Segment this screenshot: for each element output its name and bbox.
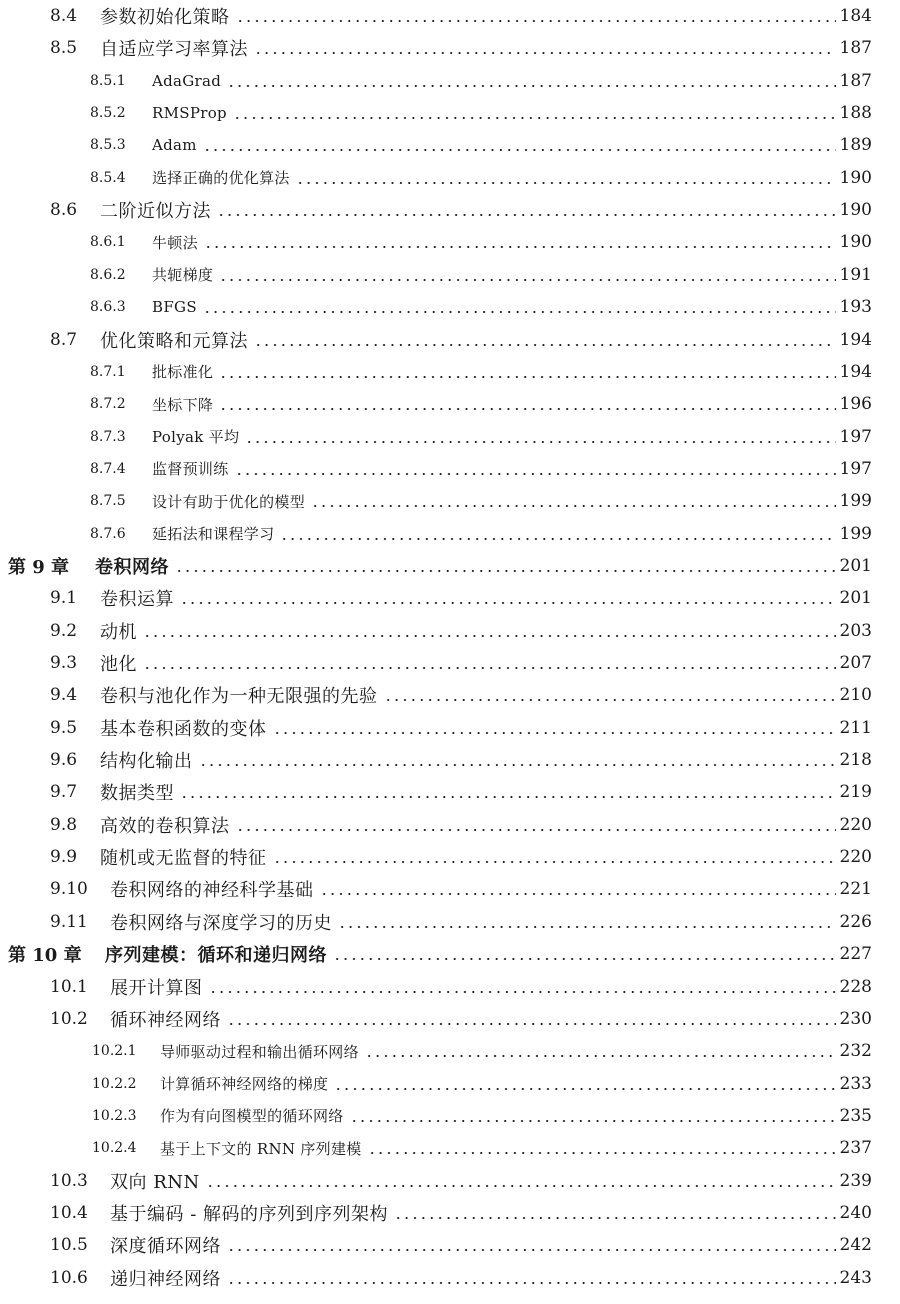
toc-entry-number: 8.7.1 <box>90 363 126 380</box>
toc-entry-page: 190 <box>839 200 872 221</box>
toc-entry-number: 8.7.4 <box>90 460 126 477</box>
toc-entry-title: 双向 RNN <box>110 1171 200 1193</box>
toc-entry-page: 184 <box>839 6 872 26</box>
toc-entry-page: 211 <box>839 717 872 738</box>
toc-entry-page: 190 <box>839 232 872 253</box>
toc-entry-sub[interactable] <box>0 1132 900 1164</box>
toc-entry-page: 199 <box>839 523 872 544</box>
toc-entry-number: 10.2.2 <box>92 1075 137 1092</box>
toc-entry-number: 8.5 <box>50 38 78 59</box>
toc-entry-section[interactable] <box>0 971 900 1003</box>
dot-leader <box>180 602 836 604</box>
toc-entry-number: 9.3 <box>50 653 78 673</box>
dot-leader <box>227 1282 836 1284</box>
toc-entry-title: 自适应学习率算法 <box>100 39 248 61</box>
toc-entry-section[interactable] <box>0 32 900 64</box>
toc-entry-page: 194 <box>839 329 872 350</box>
toc-entry-section[interactable] <box>0 194 900 226</box>
dot-leader <box>143 667 836 669</box>
toc-entry-page: 218 <box>839 750 872 771</box>
toc-entry-number: 8.4 <box>50 6 78 26</box>
toc-entry-number: 8.5.2 <box>90 105 126 122</box>
toc-entry-sub[interactable] <box>0 291 900 323</box>
dot-leader <box>180 796 836 798</box>
toc-entry-page: 221 <box>839 879 872 900</box>
dot-leader <box>273 732 836 734</box>
toc-entry-page: 188 <box>839 103 872 124</box>
toc-entry-number: 8.7.6 <box>90 525 126 542</box>
dot-leader <box>334 1088 835 1090</box>
dot-leader <box>350 1120 836 1122</box>
toc-entry-number: 10.2 <box>50 1008 88 1029</box>
dot-leader <box>199 764 836 766</box>
toc-entry-title: 批标准化 <box>152 363 214 382</box>
toc-entry-title: 共轭梯度 <box>152 266 214 285</box>
dot-leader <box>175 570 836 572</box>
dot-leader <box>273 861 836 863</box>
toc-entry-page: 201 <box>839 555 872 576</box>
toc-entry-page: 228 <box>839 976 872 997</box>
dot-leader <box>296 182 836 184</box>
toc-entry-number: 8.6.2 <box>90 266 126 283</box>
toc-entry-title: 卷积运算 <box>100 589 174 611</box>
toc-entry-title: 参数初始化策略 <box>100 7 230 28</box>
toc-entry-sub[interactable] <box>0 388 900 420</box>
toc-entry-title: 深度循环网络 <box>110 1236 221 1258</box>
toc-entry-number: 9.2 <box>50 620 78 641</box>
dot-leader <box>227 1023 836 1025</box>
toc-entry-chapter[interactable] <box>0 938 900 970</box>
dot-leader <box>203 311 836 313</box>
toc-entry-page: 239 <box>839 1170 872 1191</box>
toc-entry-title: 优化策略和元算法 <box>100 330 248 352</box>
toc-entry-section[interactable] <box>0 841 900 873</box>
toc-entry-section[interactable] <box>0 0 900 32</box>
toc-entry-title: 二阶近似方法 <box>100 201 211 223</box>
toc-entry-number: 8.5.3 <box>90 137 126 154</box>
toc-entry-sub[interactable] <box>0 421 900 453</box>
toc-entry-number: 10.3 <box>50 1170 88 1191</box>
toc-entry-number: 10.1 <box>50 976 88 997</box>
toc-entry-title: 结构化输出 <box>100 751 193 773</box>
dot-leader <box>236 829 836 831</box>
toc-entry-page: 194 <box>839 361 872 382</box>
toc-entry-section[interactable] <box>0 615 900 647</box>
toc-entry-title: 卷积与池化作为一种无限强的先验 <box>100 686 378 708</box>
toc-entry-sub[interactable] <box>0 226 900 258</box>
toc-entry-section[interactable] <box>0 809 900 841</box>
toc-entry-page: 235 <box>839 1105 872 1126</box>
dot-leader <box>311 505 836 507</box>
toc-entry-page: 220 <box>839 814 872 835</box>
dot-leader <box>203 149 836 151</box>
toc-entry-number: 8.7 <box>50 329 78 350</box>
toc-entry-title: 递归神经网络 <box>110 1268 221 1290</box>
toc-entry-sub[interactable] <box>0 1100 900 1132</box>
toc-entry-number: 8.7.2 <box>90 396 126 413</box>
toc-entry-number: 9.5 <box>50 717 78 738</box>
toc-entry-number: 8.7.3 <box>90 428 126 445</box>
toc-entry-title: 卷积网络与深度学习的历史 <box>110 912 332 934</box>
toc-entry-page: 233 <box>839 1073 872 1094</box>
dot-leader <box>233 117 836 119</box>
toc-entry-number: 8.5.1 <box>90 72 126 89</box>
toc-entry-number: 8.5.4 <box>90 169 126 186</box>
toc-entry-sub[interactable] <box>0 129 900 161</box>
dot-leader <box>384 699 836 701</box>
dot-leader <box>235 473 836 475</box>
toc-entry-title: 数据类型 <box>100 783 174 805</box>
toc-entry-number: 10.5 <box>50 1235 88 1256</box>
toc-entry-section[interactable] <box>0 647 900 679</box>
toc-entry-sub[interactable] <box>0 356 900 388</box>
dot-leader <box>227 1249 836 1251</box>
dot-leader <box>254 52 836 54</box>
toc-entry-number: 10.6 <box>50 1267 88 1288</box>
toc-entry-number: 9.7 <box>50 782 78 803</box>
toc-entry-section[interactable] <box>0 1003 900 1035</box>
toc-entry-number: 9.6 <box>50 750 78 771</box>
toc-entry-section[interactable] <box>0 906 900 938</box>
dot-leader <box>206 1185 836 1187</box>
toc-entry-number: 8.6 <box>50 200 78 221</box>
toc-entry-title: 池化 <box>100 654 137 675</box>
toc-entry-page: 197 <box>839 426 872 447</box>
toc-entry-page: 197 <box>839 458 872 479</box>
toc-entry-number: 9.8 <box>50 814 78 835</box>
toc-entry-page: 219 <box>839 782 872 803</box>
toc-entry-section[interactable] <box>0 679 900 711</box>
toc-entry-section[interactable] <box>0 776 900 808</box>
toc-entry-page: 242 <box>839 1235 872 1256</box>
toc-entry-sub[interactable] <box>0 1035 900 1067</box>
toc-entry-title: 选择正确的优化算法 <box>152 169 290 188</box>
toc-entry-title: 基于上下文的 RNN 序列建模 <box>160 1139 362 1158</box>
toc-entry-page: 196 <box>839 394 872 415</box>
toc-entry-number: 9.9 <box>50 847 78 868</box>
dot-leader <box>254 344 836 346</box>
toc-entry-title: 坐标下降 <box>152 395 214 414</box>
toc-entry-page: 189 <box>839 135 872 156</box>
toc-entry-title: 作为有向图模型的循环网络 <box>160 1107 344 1126</box>
toc-entry-page: 187 <box>839 38 872 59</box>
toc-entry-section[interactable] <box>0 582 900 614</box>
toc-entry-title: 导师驱动过程和输出循环网络 <box>160 1042 359 1061</box>
toc-entry-page: 203 <box>839 620 872 641</box>
toc-entry-title: 卷积网络 <box>95 556 169 578</box>
toc-entry-page: 199 <box>839 491 872 512</box>
toc-entry-title: 循环神经网络 <box>110 1009 221 1031</box>
toc-entry-number: 9.1 <box>50 588 78 609</box>
toc-entry-page: 237 <box>839 1138 872 1159</box>
toc-entry-number: 10.2.4 <box>92 1140 137 1157</box>
toc-entry-title: 动机 <box>100 621 137 643</box>
toc-entry-sub[interactable] <box>0 518 900 550</box>
dot-leader <box>394 1217 836 1219</box>
dot-leader <box>209 991 836 993</box>
toc-entry-page: 210 <box>839 685 872 706</box>
toc-entry-page: 193 <box>839 297 872 318</box>
toc-entry-number: 9.10 <box>50 879 88 900</box>
toc-entry-page: 243 <box>839 1267 872 1288</box>
toc-entry-title: 监督预训练 <box>152 460 229 479</box>
toc-entry-page: 201 <box>839 588 872 609</box>
dot-leader <box>227 85 835 87</box>
dot-leader <box>236 20 836 22</box>
dot-leader <box>219 408 835 410</box>
toc-entry-section[interactable] <box>0 1229 900 1261</box>
dot-leader <box>338 926 836 928</box>
dot-leader <box>143 635 836 637</box>
dot-leader <box>217 214 836 216</box>
toc-entry-title: Polyak 平均 <box>152 428 240 447</box>
toc-entry-title: Adam <box>152 136 197 155</box>
toc-entry-title: AdaGrad <box>152 71 222 90</box>
toc-entry-section[interactable] <box>0 744 900 776</box>
dot-leader <box>219 376 835 378</box>
toc-entry-number: 8.6.1 <box>90 234 126 251</box>
toc-entry-number: 9.4 <box>50 685 78 706</box>
toc-entry-sub[interactable] <box>0 65 900 97</box>
toc-entry-number: 8.6.3 <box>90 299 126 316</box>
toc-entry-number: 9.11 <box>50 911 88 932</box>
toc-entry-title: 展开计算图 <box>110 977 203 999</box>
dot-leader <box>365 1055 836 1057</box>
dot-leader <box>333 958 836 960</box>
toc-entry-sub[interactable] <box>0 453 900 485</box>
toc-entry-number: 第 10 章 <box>8 945 82 967</box>
toc-entry-page: 207 <box>839 653 872 673</box>
toc-entry-sub[interactable] <box>0 485 900 517</box>
toc-entry-title: 序列建模：循环和递归网络 <box>105 945 327 967</box>
dot-leader <box>320 893 836 895</box>
toc-entry-chapter[interactable] <box>0 550 900 582</box>
toc-entry-title: 延拓法和课程学习 <box>152 525 275 544</box>
toc-entry-section[interactable] <box>0 1165 900 1197</box>
toc-entry-title: 基本卷积函数的变体 <box>100 718 267 740</box>
toc-entry-title: 基于编码 - 解码的序列到序列架构 <box>110 1203 389 1225</box>
dot-leader <box>280 538 835 540</box>
toc-entry-page: 191 <box>839 264 872 285</box>
toc-entry-sub[interactable] <box>0 1068 900 1100</box>
toc-entry-title: 设计有助于优化的模型 <box>152 492 306 511</box>
dot-leader <box>368 1152 836 1154</box>
toc-entry-section[interactable] <box>0 324 900 356</box>
toc-entry-page: 220 <box>839 847 872 868</box>
dot-leader <box>245 441 835 443</box>
toc-entry-title: 卷积网络的神经科学基础 <box>110 880 314 902</box>
toc-entry-title: BFGS <box>152 298 197 317</box>
toc-entry-page: 230 <box>839 1008 872 1029</box>
toc-entry-section[interactable] <box>0 1197 900 1229</box>
toc-entry-page: 232 <box>839 1041 872 1062</box>
toc-entry-number: 8.7.5 <box>90 493 126 510</box>
toc-entry-title: 牛顿法 <box>152 233 198 252</box>
toc-entry-sub[interactable] <box>0 162 900 194</box>
toc-entry-page: 187 <box>839 70 872 91</box>
toc-entry-sub[interactable] <box>0 259 900 291</box>
toc-entry-title: RMSProp <box>152 104 227 123</box>
toc-entry-sub[interactable] <box>0 97 900 129</box>
toc-entry-number: 10.4 <box>50 1202 88 1223</box>
toc-entry-section[interactable] <box>0 712 900 744</box>
toc-entry-title: 随机或无监督的特征 <box>100 848 267 870</box>
toc-entry-page: 226 <box>839 911 872 932</box>
toc-entry-page: 190 <box>839 167 872 188</box>
toc-entry-title: 高效的卷积算法 <box>100 815 230 837</box>
dot-leader <box>204 246 836 248</box>
toc-entry-number: 10.2.1 <box>92 1043 137 1060</box>
toc-entry-section[interactable] <box>0 873 900 905</box>
toc-entry-number: 10.2.3 <box>92 1107 137 1124</box>
toc-entry-page: 240 <box>839 1202 872 1223</box>
toc-entry-number: 第 9 章 <box>8 556 70 578</box>
toc-entry-page: 227 <box>839 944 872 965</box>
toc-entry-title: 计算循环神经网络的梯度 <box>160 1075 329 1094</box>
dot-leader <box>219 279 835 281</box>
toc-entry-section[interactable] <box>0 1262 900 1294</box>
